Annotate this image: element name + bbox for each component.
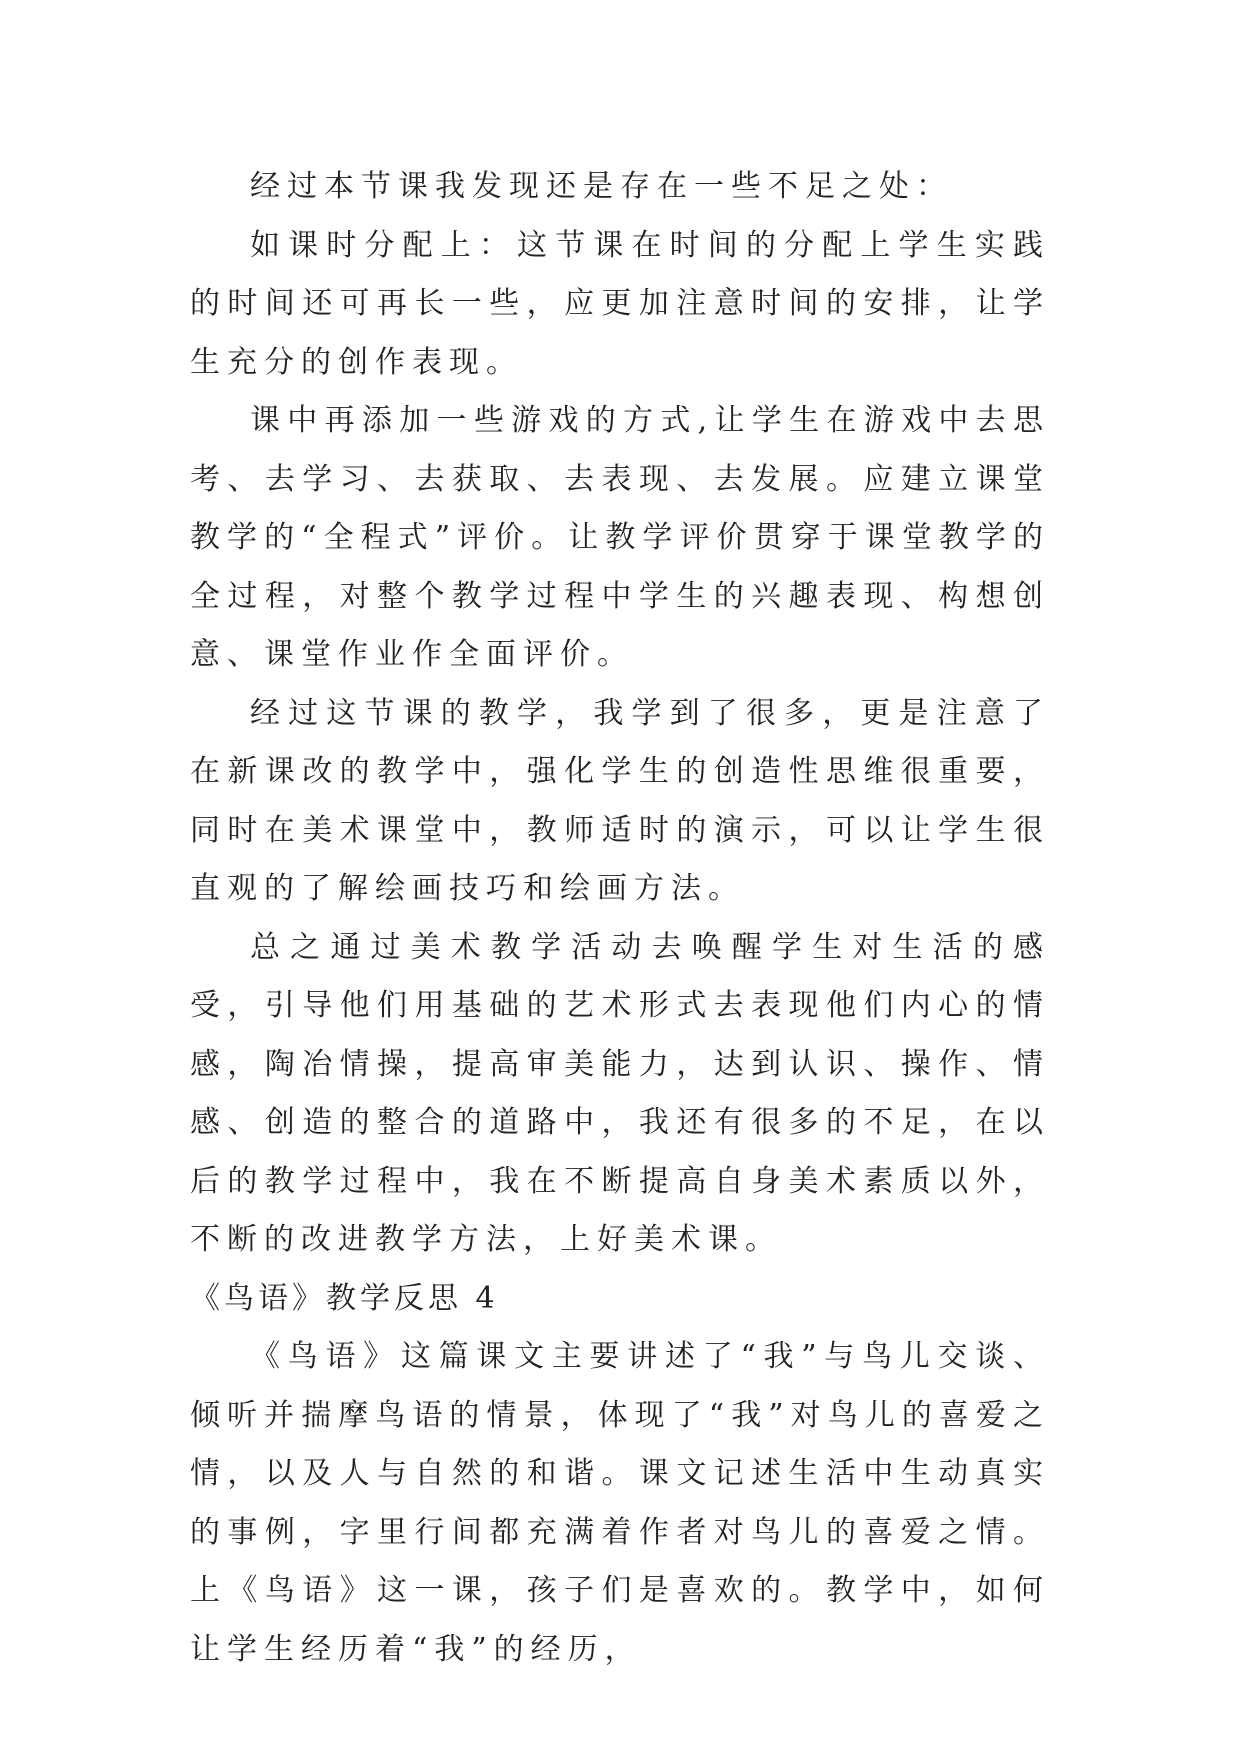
paragraph-games: 课中再添加一些游戏的方式,让学生在游戏中去思考、去学习、去获取、去表现、去发展。应建立课堂教学的“全程式”评价。让教学评价贯穿于课堂教学的全过程，对整个教学过程中学生的兴趣表现、构想创意、课堂作业作全面评价。 <box>190 403 1050 672</box>
section-paragraph: 《鸟语》这篇课文主要讲述了“我”与鸟儿交谈、倾听并揣摩鸟语的情景，体现了“我”对鸟儿的喜爱之情，以及人与自然的和谐。课文记述生活中生动真实的事例，字里行间都充满着作者对鸟儿的喜爱之情。上《鸟语》这一课，孩子们是喜欢的。教学中，如何让学生经历着“我”的经历， <box>190 1339 1050 1667</box>
document-body <box>190 158 1050 1679</box>
paragraph-summary: 总之通过美术教学活动去唤醒学生对生活的感受，引导他们用基础的艺术形式去表现他们内心的情感，陶冶情操，提高审美能力，达到认识、操作、情感、创造的整合的道路中，我还有很多的不足，在以后的教学过程中，我在不断提高自身美术素质以外，不断的改进教学方法，上好美术课。 <box>190 929 1050 1257</box>
section-title: 《鸟语》教学反思 4 <box>190 1280 499 1316</box>
paragraph-lessons-learned: 经过这节课的教学，我学到了很多，更是注意了在新课改的教学中，强化学生的创造性思维很重要，同时在美术课堂中，教师适时的演示，可以让学生很直观的了解绘画技巧和绘画方法。 <box>190 695 1050 906</box>
paragraph-time-allocation: 如课时分配上：这节课在时间的分配上学生实践的时间还可再长一些，应更加注意时间的安排，让学生充分的创作表现。 <box>190 227 1050 380</box>
paragraph-intro: 经过本节课我发现还是存在一些不足之处： <box>250 169 953 204</box>
